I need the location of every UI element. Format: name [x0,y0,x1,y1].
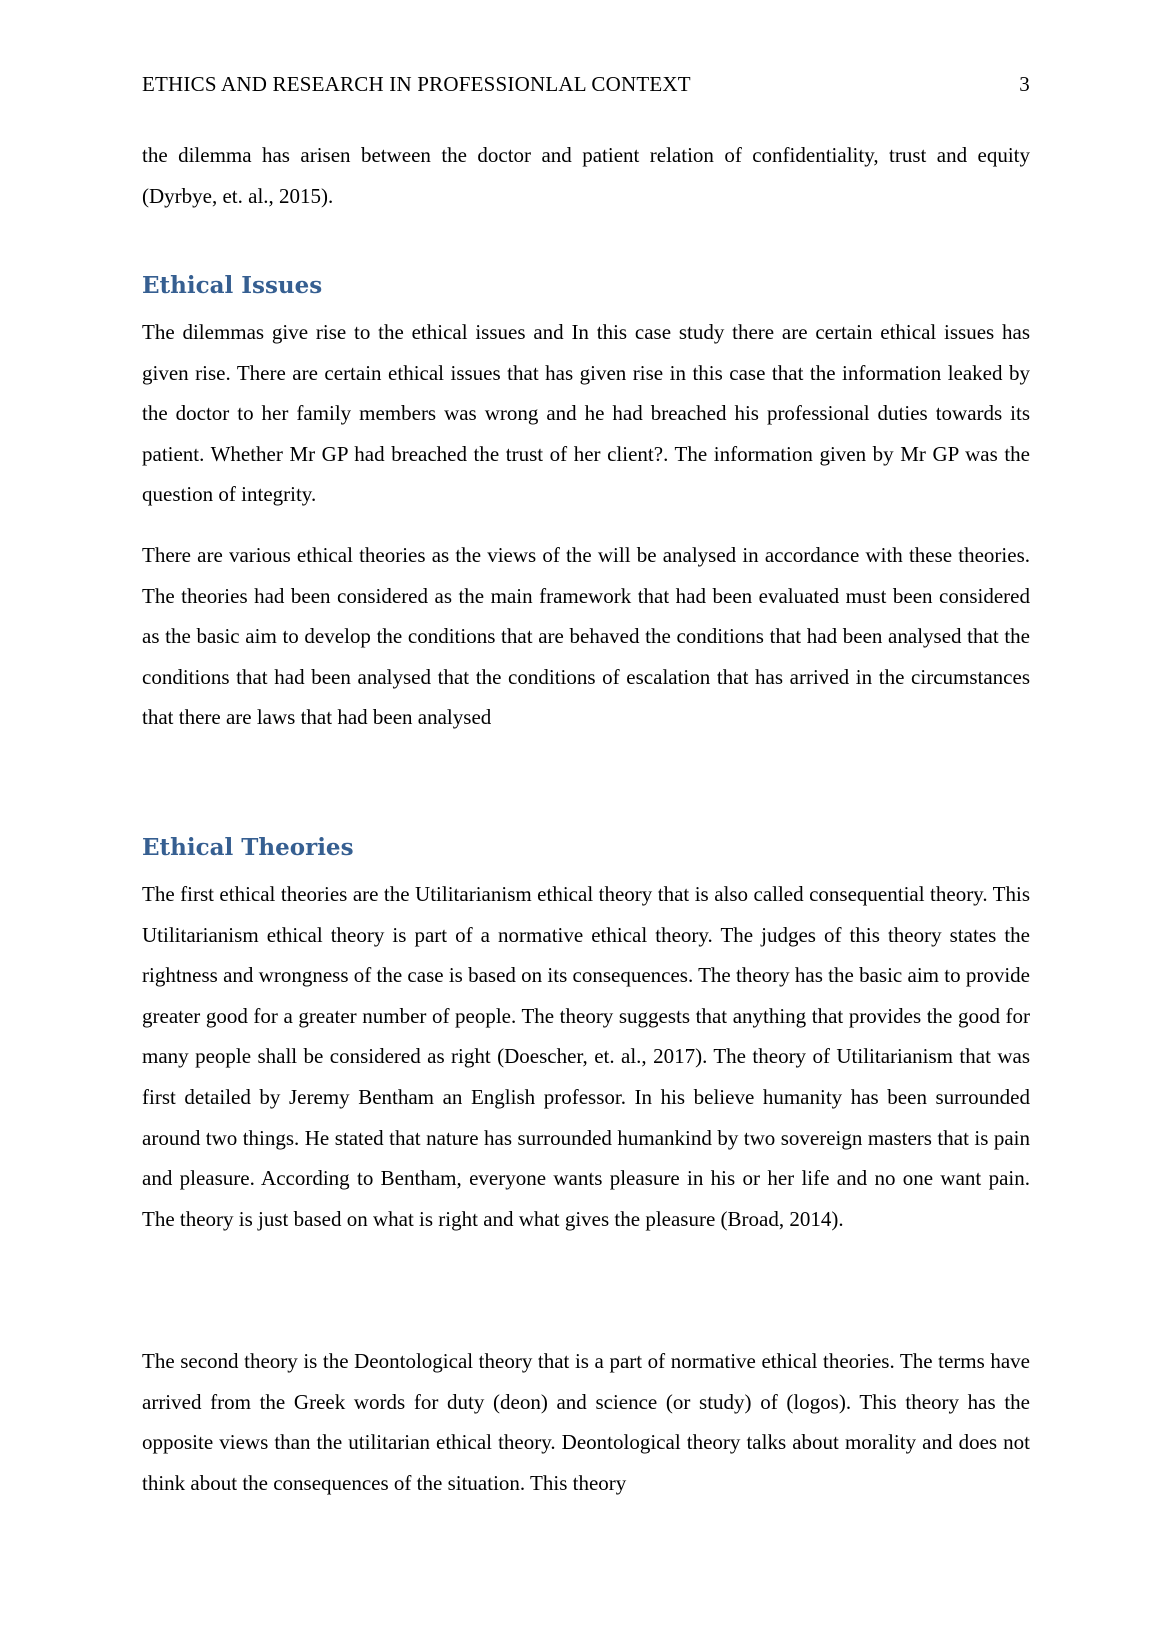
running-header-title: ETHICS AND RESEARCH IN PROFESSIONLAL CONTEXT [142,72,691,96]
intro-paragraph: the dilemma has arisen between the doctor and patient relation of confidentiality, trust and equity (Dyrbye, et. al., 2015). [142,143,1030,208]
ethical-issues-paragraph-1: The dilemmas give rise to the ethical issues and In this case study there are certain ethical issues has given rise. There are certain ethical issues that has given rise in this case that the information leaked by the doctor to her family members was wrong and he had breached his professional duties towards its patient. Whether Mr GP had breached the trust of her client?. The information given by Mr GP was the question of integrity. [142,320,1030,507]
page-number: 3 [1019,72,1030,96]
ethical-theories-paragraph-2: The second theory is the Deontological theory that is a part of normative ethical theories. The terms have arrived from the Greek words for duty (deon) and science (or study) of (logos). This theory has the opposite views than the utilitarian ethical theory. Deontological theory talks about morality and does not think about the consequences of the situation. This theory [142,1349,1030,1495]
ethical-issues-heading: Ethical Issues [142,272,323,299]
ethical-issues-paragraph-2: There are various ethical theories as the views of the will be analysed in accordance with these theories. The theories had been considered as the main framework that had been evaluated must been considered as the basic aim to develop the conditions that are behaved the conditions that had been analysed that the conditions that had been analysed that the conditions of escalation that has arrived in the circumstances that there are laws that had been analysed [142,543,1030,730]
ethical-theories-paragraph-1: The first ethical theories are the Utilitarianism ethical theory that is also called consequential theory. This Utilitarianism ethical theory is part of a normative ethical theory. The judges of this theory states the rightness and wrongness of the case is based on its consequences. The theory has the basic aim to provide greater good for a greater number of people. The theory suggests that anything that provides the good for many people shall be considered as right (Doescher, et. al., 2017). The theory of Utilitarianism that was first detailed by Jeremy Bentham an English professor. In his believe humanity has been surrounded around two things. He stated that nature has surrounded humankind by two sovereign masters that is pain and pleasure. According to Bentham, everyone wants pleasure in his or her life and no one want pain. The theory is just based on what is right and what gives the pleasure (Broad, 2014). [142,882,1030,1231]
ethical-theories-heading: Ethical Theories [142,834,354,861]
